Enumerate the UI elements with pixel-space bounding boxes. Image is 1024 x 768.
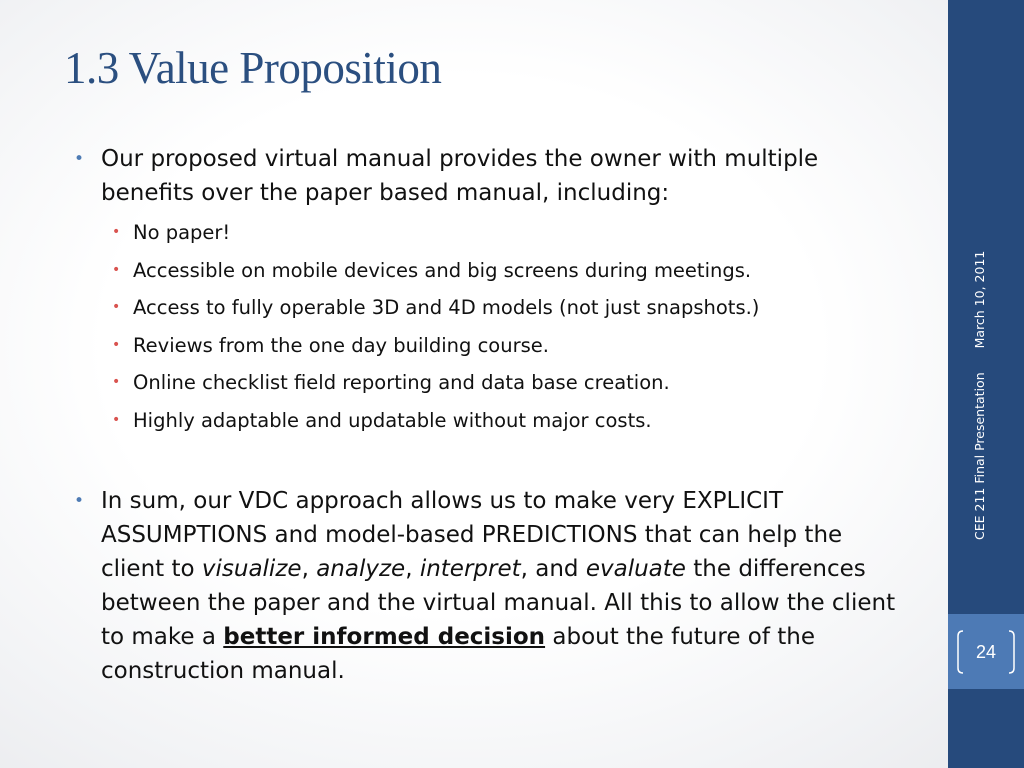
summary-visualize: visualize: [201, 556, 302, 582]
summary-evaluate: evaluate: [585, 556, 686, 582]
list-item: • Online checklist field reporting and data base creation.: [101, 364, 902, 402]
list-item: • Access to fully operable 3D and 4D models (not just snapshots.): [101, 289, 902, 327]
list-item: • Highly adaptable and updatable without major costs.: [101, 402, 902, 440]
list-item: • No paper!: [101, 214, 902, 252]
summary-interpret: interpret: [419, 556, 521, 582]
presentation-label: CEE 211 Final Presentation: [972, 372, 987, 540]
summary-emphasis: better informed decision: [223, 624, 546, 650]
bullet-benefits: [72, 142, 902, 439]
summary-analyze: analyze: [316, 556, 406, 582]
page-number: 24: [975, 642, 997, 662]
presentation-date: March 10, 2011: [972, 250, 987, 349]
summary-text-3: about the future of the construction manual.: [101, 624, 816, 684]
benefits-list: [101, 214, 902, 439]
spacer: [72, 439, 902, 484]
sub-bullet-dot-icon: •: [112, 374, 121, 390]
bullet-dot-icon: •: [74, 149, 85, 169]
bullet-benefits-text: Our proposed virtual manual provides the owner with multiple benefits over the paper based manual, including:: [101, 146, 819, 206]
page-number-box: [948, 614, 1024, 689]
sub-bullet-dot-icon: •: [112, 299, 121, 315]
bullet-summary: • In sum, our VDC approach allows us to make very EXPLICIT ASSUMPTIONS and model-based PREDICTIONS that can help the client to visualize, analyze, interpret, and evaluate the differences between the paper and the virtual manual. All this to allow the client to make a better informed decision about the future of the construction manual.: [72, 484, 902, 688]
sub-bullet-dot-icon: •: [112, 336, 121, 353]
sidebar-footer-text: [972, 251, 987, 540]
list-item: • Accessible on mobile devices and big screens during meetings.: [101, 252, 902, 290]
sub-bullet-dot-icon: •: [112, 261, 121, 278]
slide-title: 1.3 Value Proposition: [64, 43, 442, 93]
sub-bullet-dot-icon: •: [112, 224, 121, 240]
slide-body: [72, 142, 902, 688]
list-item: • Reviews from the one day building course.: [101, 327, 902, 365]
summary-text-1: In sum, our VDC approach allows us to make very EXPLICIT ASSUMPTIONS and model-based PREDICTIONS that can help the client to: [101, 488, 843, 582]
sub-bullet-dot-icon: •: [112, 411, 121, 428]
summary-text-2: the differences between the paper and the virtual manual. All this to allow the client to make a: [101, 556, 896, 650]
bullet-dot-icon: •: [74, 491, 85, 511]
